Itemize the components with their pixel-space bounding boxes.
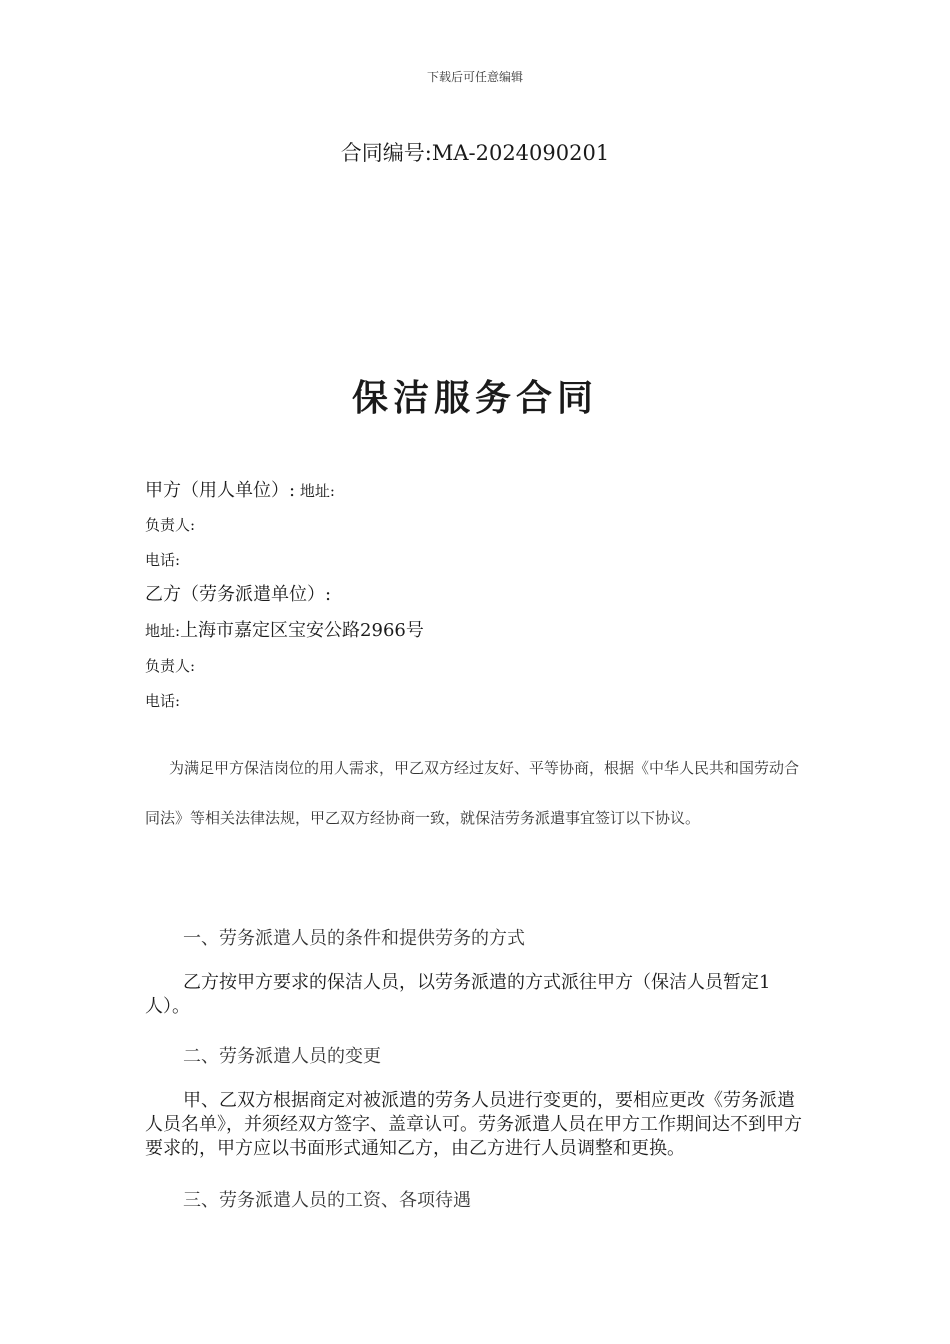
section-2-heading: 二、劳务派遣人员的变更 [183,1046,381,1067]
party-b-address-value: 上海市嘉定区宝安公路2966号 [180,620,424,641]
party-b-address-label: 地址: [145,622,181,640]
document-title: 保洁服务合同 [351,377,598,419]
party-a-label: 甲方（用人单位）: [145,480,296,501]
section-3-heading: 三、劳务派遣人员的工资、各项待遇 [183,1190,471,1211]
party-a-address-label: 地址: [299,482,335,500]
party-a-phone-label: 电话: [145,551,181,569]
party-a-line [145,476,335,502]
party-b-address-line [145,616,424,642]
section-1-heading: 一、劳务派遣人员的条件和提供劳务的方式 [183,928,525,949]
intro-paragraph: 为满足甲方保洁岗位的用人需求，甲乙双方经过友好、平等协商，根据《中华人民共和国劳动合同法》等相关法律法规，甲乙双方经协商一致，就保洁劳务派遣事宜签订以下协议。 [145,759,800,827]
section-2-body: 甲、乙双方根据商定对被派遣的劳务人员进行变更的，要相应更改《劳务派遣人员名单》，并须经双方签字、盖章认可。劳务派遣人员在甲方工作期间达不到甲方要求的，甲方应以书面形式通知乙方，由乙方进行人员调整和更换。 [145,1090,802,1159]
contract-number: 合同编号:MA-2024090201 [340,141,610,165]
party-b-principal-label: 负责人: [145,657,196,675]
party-b-phone-label: 电话: [145,692,181,710]
header-note: 下载后可任意编辑 [426,70,523,84]
party-a-principal-label: 负责人: [145,516,196,534]
party-b-label: 乙方（劳务派遣单位）: [145,584,332,605]
section-1-body: 乙方按甲方要求的保洁人员，以劳务派遣的方式派往甲方（保洁人员暂定1人）。 [145,972,771,1017]
